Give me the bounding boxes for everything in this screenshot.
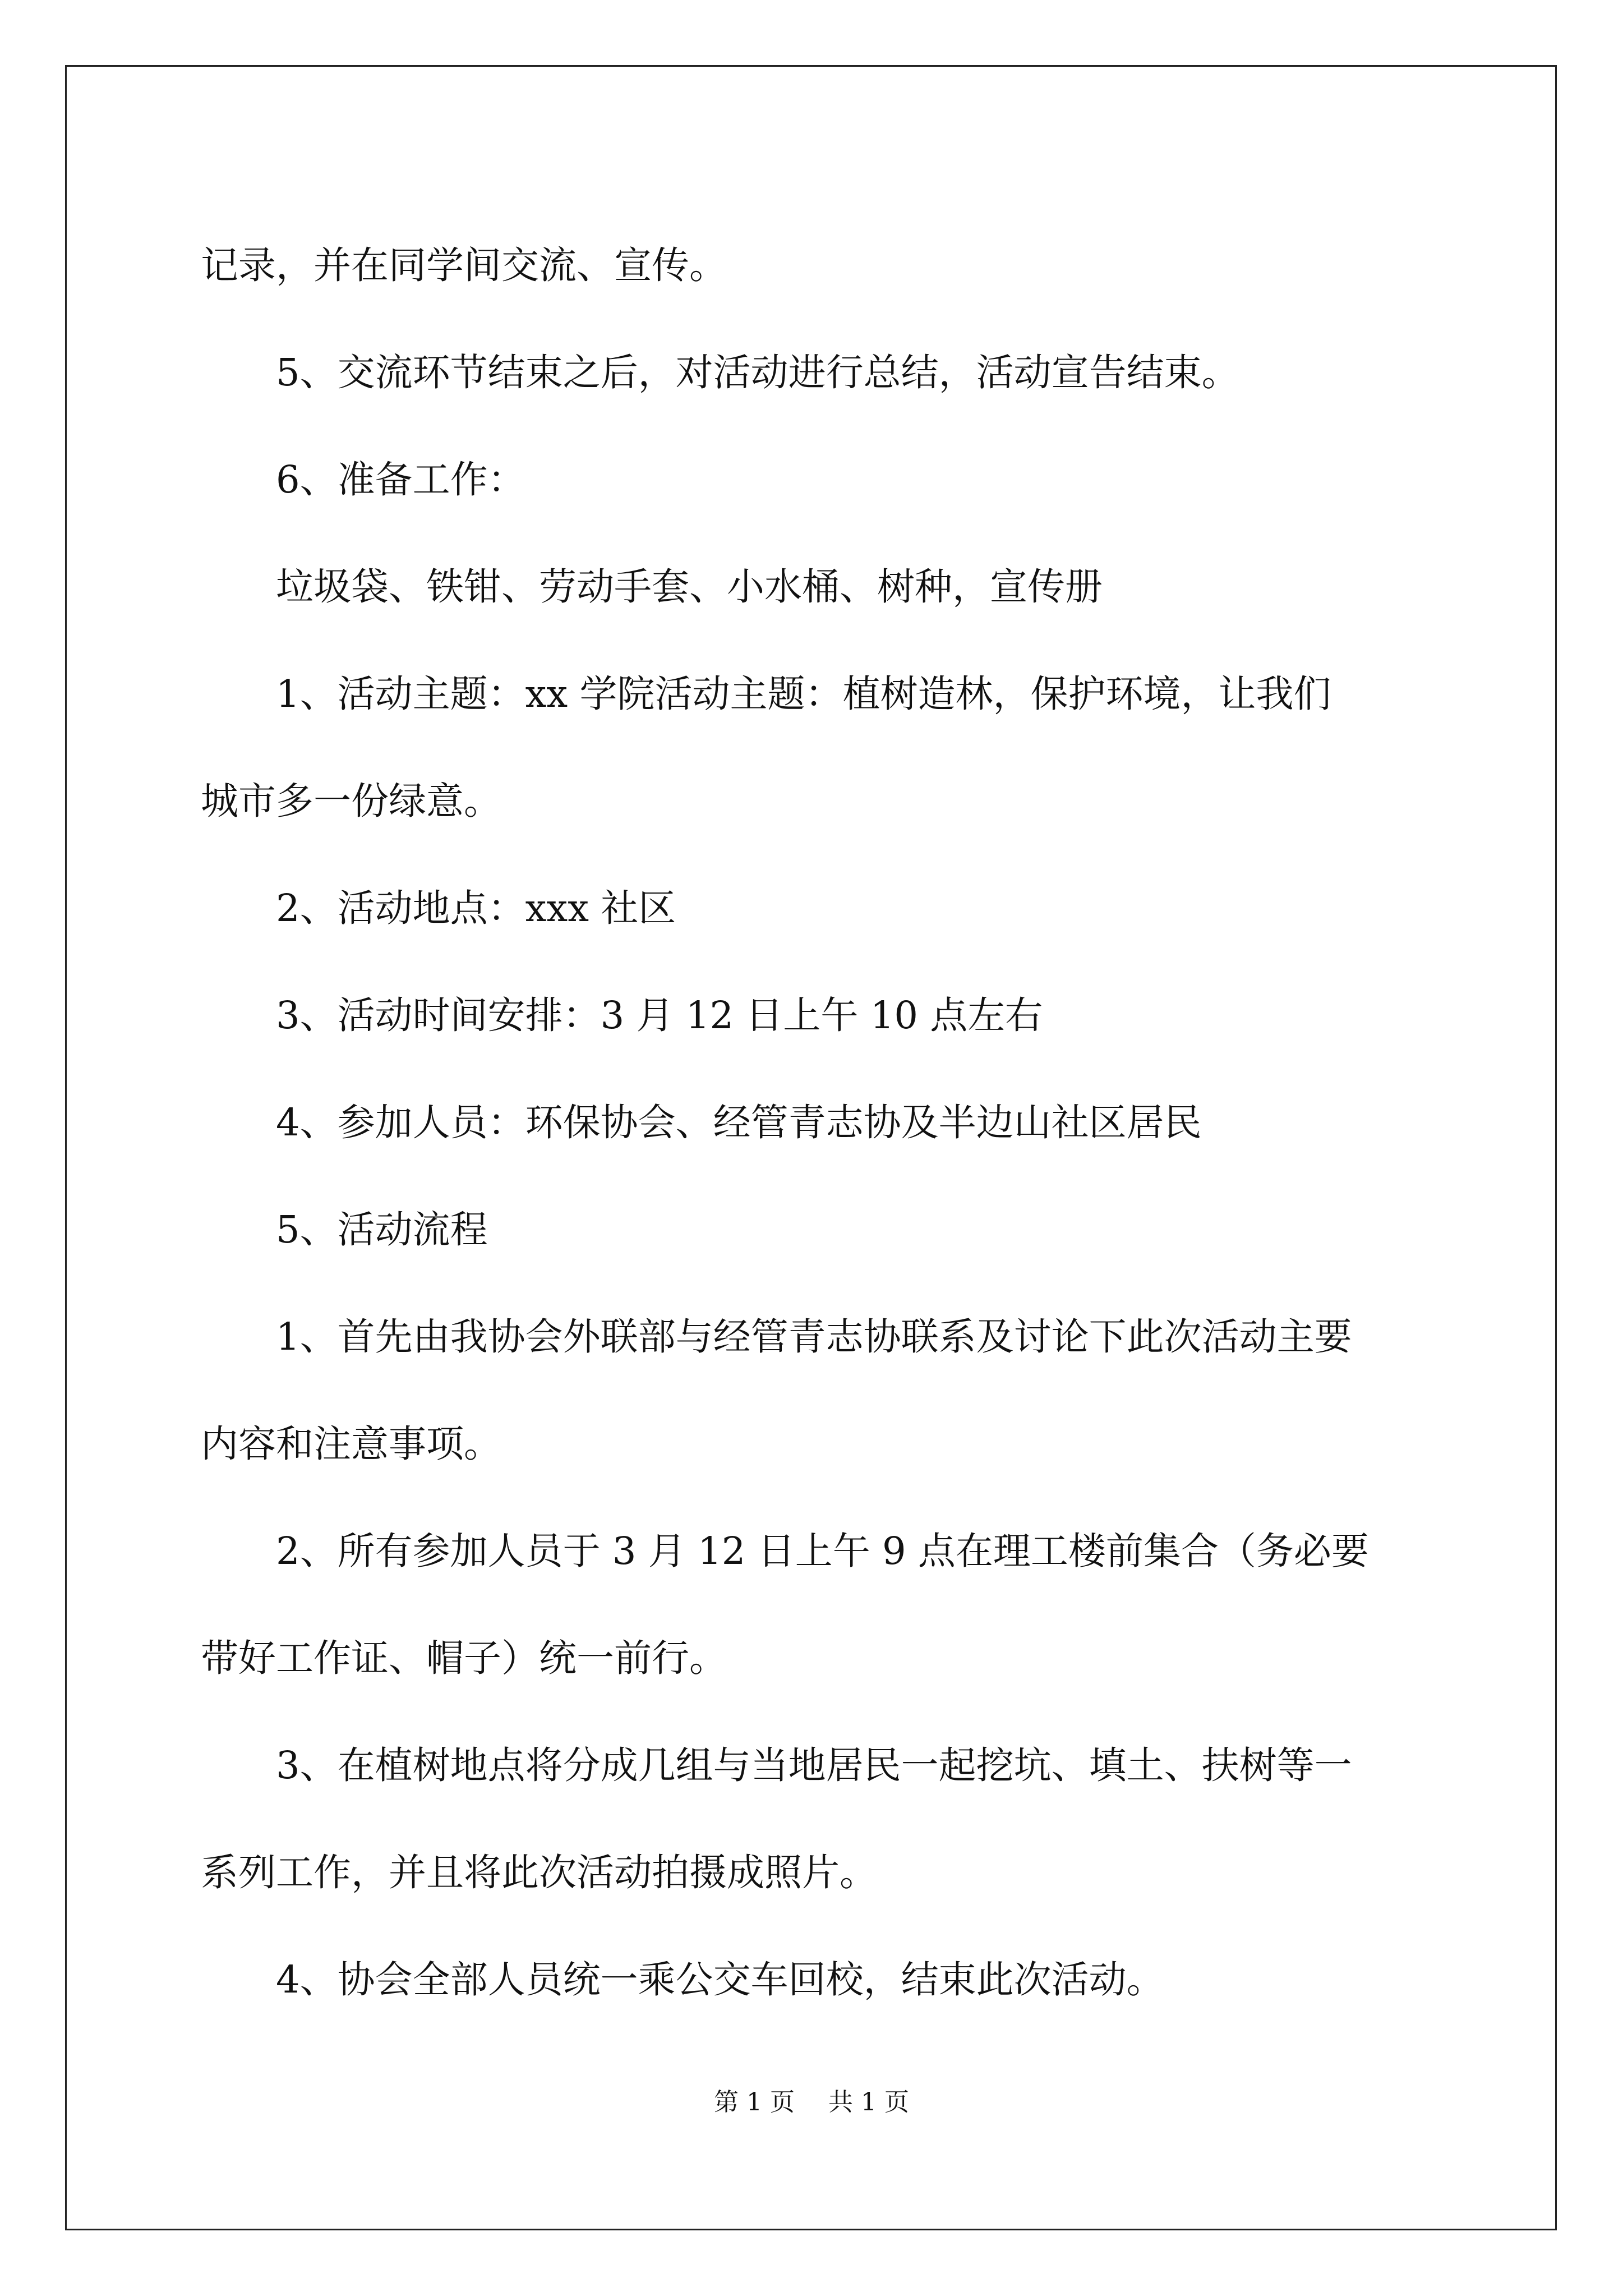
paragraph: 1、首先由我协会外联部与经管青志协联系及讨论下此次活动主要 <box>276 1315 1352 1359</box>
page-number-total: 共 1 页 <box>828 2088 909 2116</box>
paragraph: 记录，并在同学间交流、宣传。 <box>201 243 727 287</box>
paragraph: 城市多一份绿意。 <box>201 779 501 823</box>
paragraph: 2、活动地点：xxx 社区 <box>276 886 676 930</box>
paragraph: 3、在植树地点将分成几组与当地居民一起挖坑、填土、扶树等一 <box>276 1743 1352 1787</box>
paragraph: 内容和注意事项。 <box>201 1422 501 1466</box>
paragraph: 3、活动时间安排：3 月 12 日上午 10 点左右 <box>276 993 1043 1037</box>
paragraph: 5、活动流程 <box>276 1208 488 1251</box>
paragraph: 带好工作证、帽子）统一前行。 <box>201 1636 727 1680</box>
paragraph: 垃圾袋、铁钳、劳动手套、小水桶、树种，宣传册 <box>276 565 1103 609</box>
page-footer <box>0 2086 1623 2119</box>
document-body <box>201 212 1435 2033</box>
page-number-current: 第 1 页 <box>714 2088 795 2116</box>
paragraph: 4、协会全部人员统一乘公交车回校，结束此次活动。 <box>276 1958 1164 2001</box>
paragraph: 系列工作，并且将此次活动拍摄成照片。 <box>201 1851 877 1894</box>
paragraph: 6、准备工作： <box>276 458 525 501</box>
paragraph: 5、交流环节结束之后，对活动进行总结，活动宣告结束。 <box>276 351 1239 394</box>
paragraph: 2、所有参加人员于 3 月 12 日上午 9 点在理工楼前集合（务必要 <box>276 1529 1369 1573</box>
paragraph: 4、参加人员：环保协会、经管青志协及半边山社区居民 <box>276 1101 1202 1144</box>
paragraph: 1、活动主题：xx 学院活动主题：植树造林，保护环境，让我们 <box>276 672 1331 716</box>
